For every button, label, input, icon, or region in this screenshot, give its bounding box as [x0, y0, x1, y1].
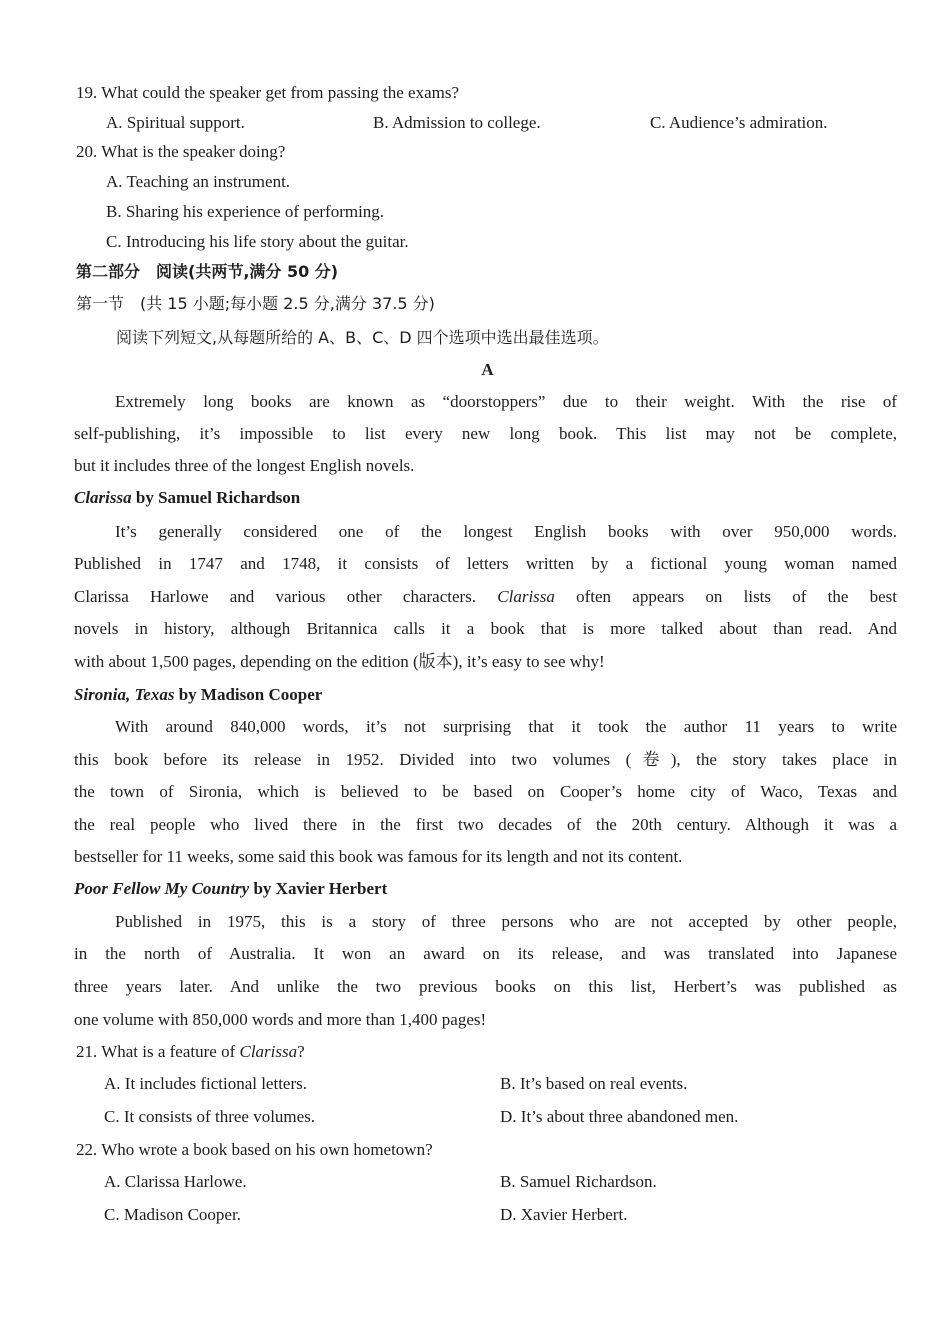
q20-stem: 20. What is the speaker doing?	[76, 142, 286, 161]
book2-line-4: the real people who lived there in the first two decades of the 20th century. Although it was a	[74, 815, 897, 834]
book3-line-1: Published in 1975, this is a story of three persons who are not accepted by other people,	[115, 912, 897, 931]
q21-stem-mark: ?	[297, 1042, 305, 1061]
q21-stem-text: 21. What is a feature of	[76, 1042, 240, 1061]
book3-line-3: three years later. And unlike the two previous books on this list, Herbert’s was published as	[74, 977, 897, 996]
q22-option-d: D. Xavier Herbert.	[500, 1205, 628, 1224]
book1-line-3-title: Clarissa	[497, 587, 555, 606]
book3-title: Poor Fellow My Country	[74, 879, 250, 898]
book2-line-3: the town of Sironia, which is believed to be based on Cooper’s home city of Waco, Texas and	[74, 782, 897, 801]
book1-line-3-part-a: Clarissa Harlowe and various other characters.	[74, 587, 498, 606]
book1-line-3	[74, 586, 897, 608]
q20-option-b: B. Sharing his experience of performing.	[106, 202, 385, 221]
book1-line-5: with about 1,500 pages, depending on the edition (版本), it’s easy to see why!	[74, 652, 605, 671]
q20-option-a: A. Teaching an instrument.	[106, 172, 291, 191]
intro-line-3: but it includes three of the longest English novels.	[74, 456, 415, 475]
book2-author: by Madison Cooper	[174, 685, 323, 704]
intro-line-1: Extremely long books are known as “doorstoppers” due to their weight. With the rise of	[115, 392, 897, 411]
book2-line-5: bestseller for 11 weeks, some said this book was famous for its length and not its content.	[74, 847, 683, 866]
book1-line-2: Published in 1747 and 1748, it consists of letters written by a fictional young woman named	[74, 554, 897, 573]
intro-line-2: self-publishing, it’s impossible to list every new long book. This list may not be complete,	[74, 424, 897, 443]
q21-option-b: B. It’s based on real events.	[500, 1074, 688, 1093]
reading-instruction: 阅读下列短文,从每题所给的 A、B、C、D 四个选项中选出最佳选项。	[116, 328, 609, 347]
book3-heading	[74, 878, 387, 900]
q19-option-a: A. Spiritual support.	[106, 113, 245, 132]
q22-option-b: B. Samuel Richardson.	[500, 1172, 657, 1191]
book1-title: Clarissa	[74, 488, 132, 507]
book2-title: Sironia, Texas	[74, 685, 175, 704]
q21-option-a: A. It includes fictional letters.	[104, 1074, 307, 1093]
q19-stem: 19. What could the speaker get from passing the exams?	[76, 83, 460, 102]
book1-author: by Samuel Richardson	[131, 488, 301, 507]
book3-author: by Xavier Herbert	[249, 879, 388, 898]
book1-line-3-part-c: often appears on lists of the best	[554, 587, 897, 606]
book1-line-4: novels in history, although Britannica calls it a book that is more talked about than read. And	[74, 619, 897, 638]
book2-line-2: this book before its release in 1952. Divided into two volumes (卷), the story takes place in	[74, 750, 897, 769]
book3-line-4: one volume with 850,000 words and more than 1,400 pages!	[74, 1010, 487, 1029]
passage-label: A	[481, 360, 494, 379]
book1-heading	[74, 487, 300, 509]
q21-stem-title: Clarissa	[239, 1042, 298, 1061]
q21-option-d: D. It’s about three abandoned men.	[500, 1107, 739, 1126]
q22-stem: 22. Who wrote a book based on his own hometown?	[76, 1140, 433, 1159]
q19-option-b: B. Admission to college.	[373, 113, 541, 132]
q21-stem	[76, 1041, 305, 1063]
q20-option-c: C. Introducing his life story about the guitar.	[106, 232, 409, 251]
book2-heading	[74, 684, 322, 706]
book1-line-1: It’s generally considered one of the longest English books with over 950,000 words.	[115, 522, 897, 541]
part2-title: 第二部分 阅读(共两节,满分 50 分)	[76, 262, 339, 281]
section1-title: 第一节 (共 15 小题;每小题 2.5 分,满分 37.5 分)	[76, 294, 435, 313]
q22-option-c: C. Madison Cooper.	[104, 1205, 241, 1224]
book2-line-1: With around 840,000 words, it’s not surprising that it took the author 11 years to write	[115, 717, 897, 736]
book3-line-2: in the north of Australia. It won an award on its release, and was translated into Japanese	[74, 944, 897, 963]
q21-option-c: C. It consists of three volumes.	[104, 1107, 316, 1126]
q19-option-c: C. Audience’s admiration.	[650, 113, 828, 132]
q22-option-a: A. Clarissa Harlowe.	[104, 1172, 247, 1191]
